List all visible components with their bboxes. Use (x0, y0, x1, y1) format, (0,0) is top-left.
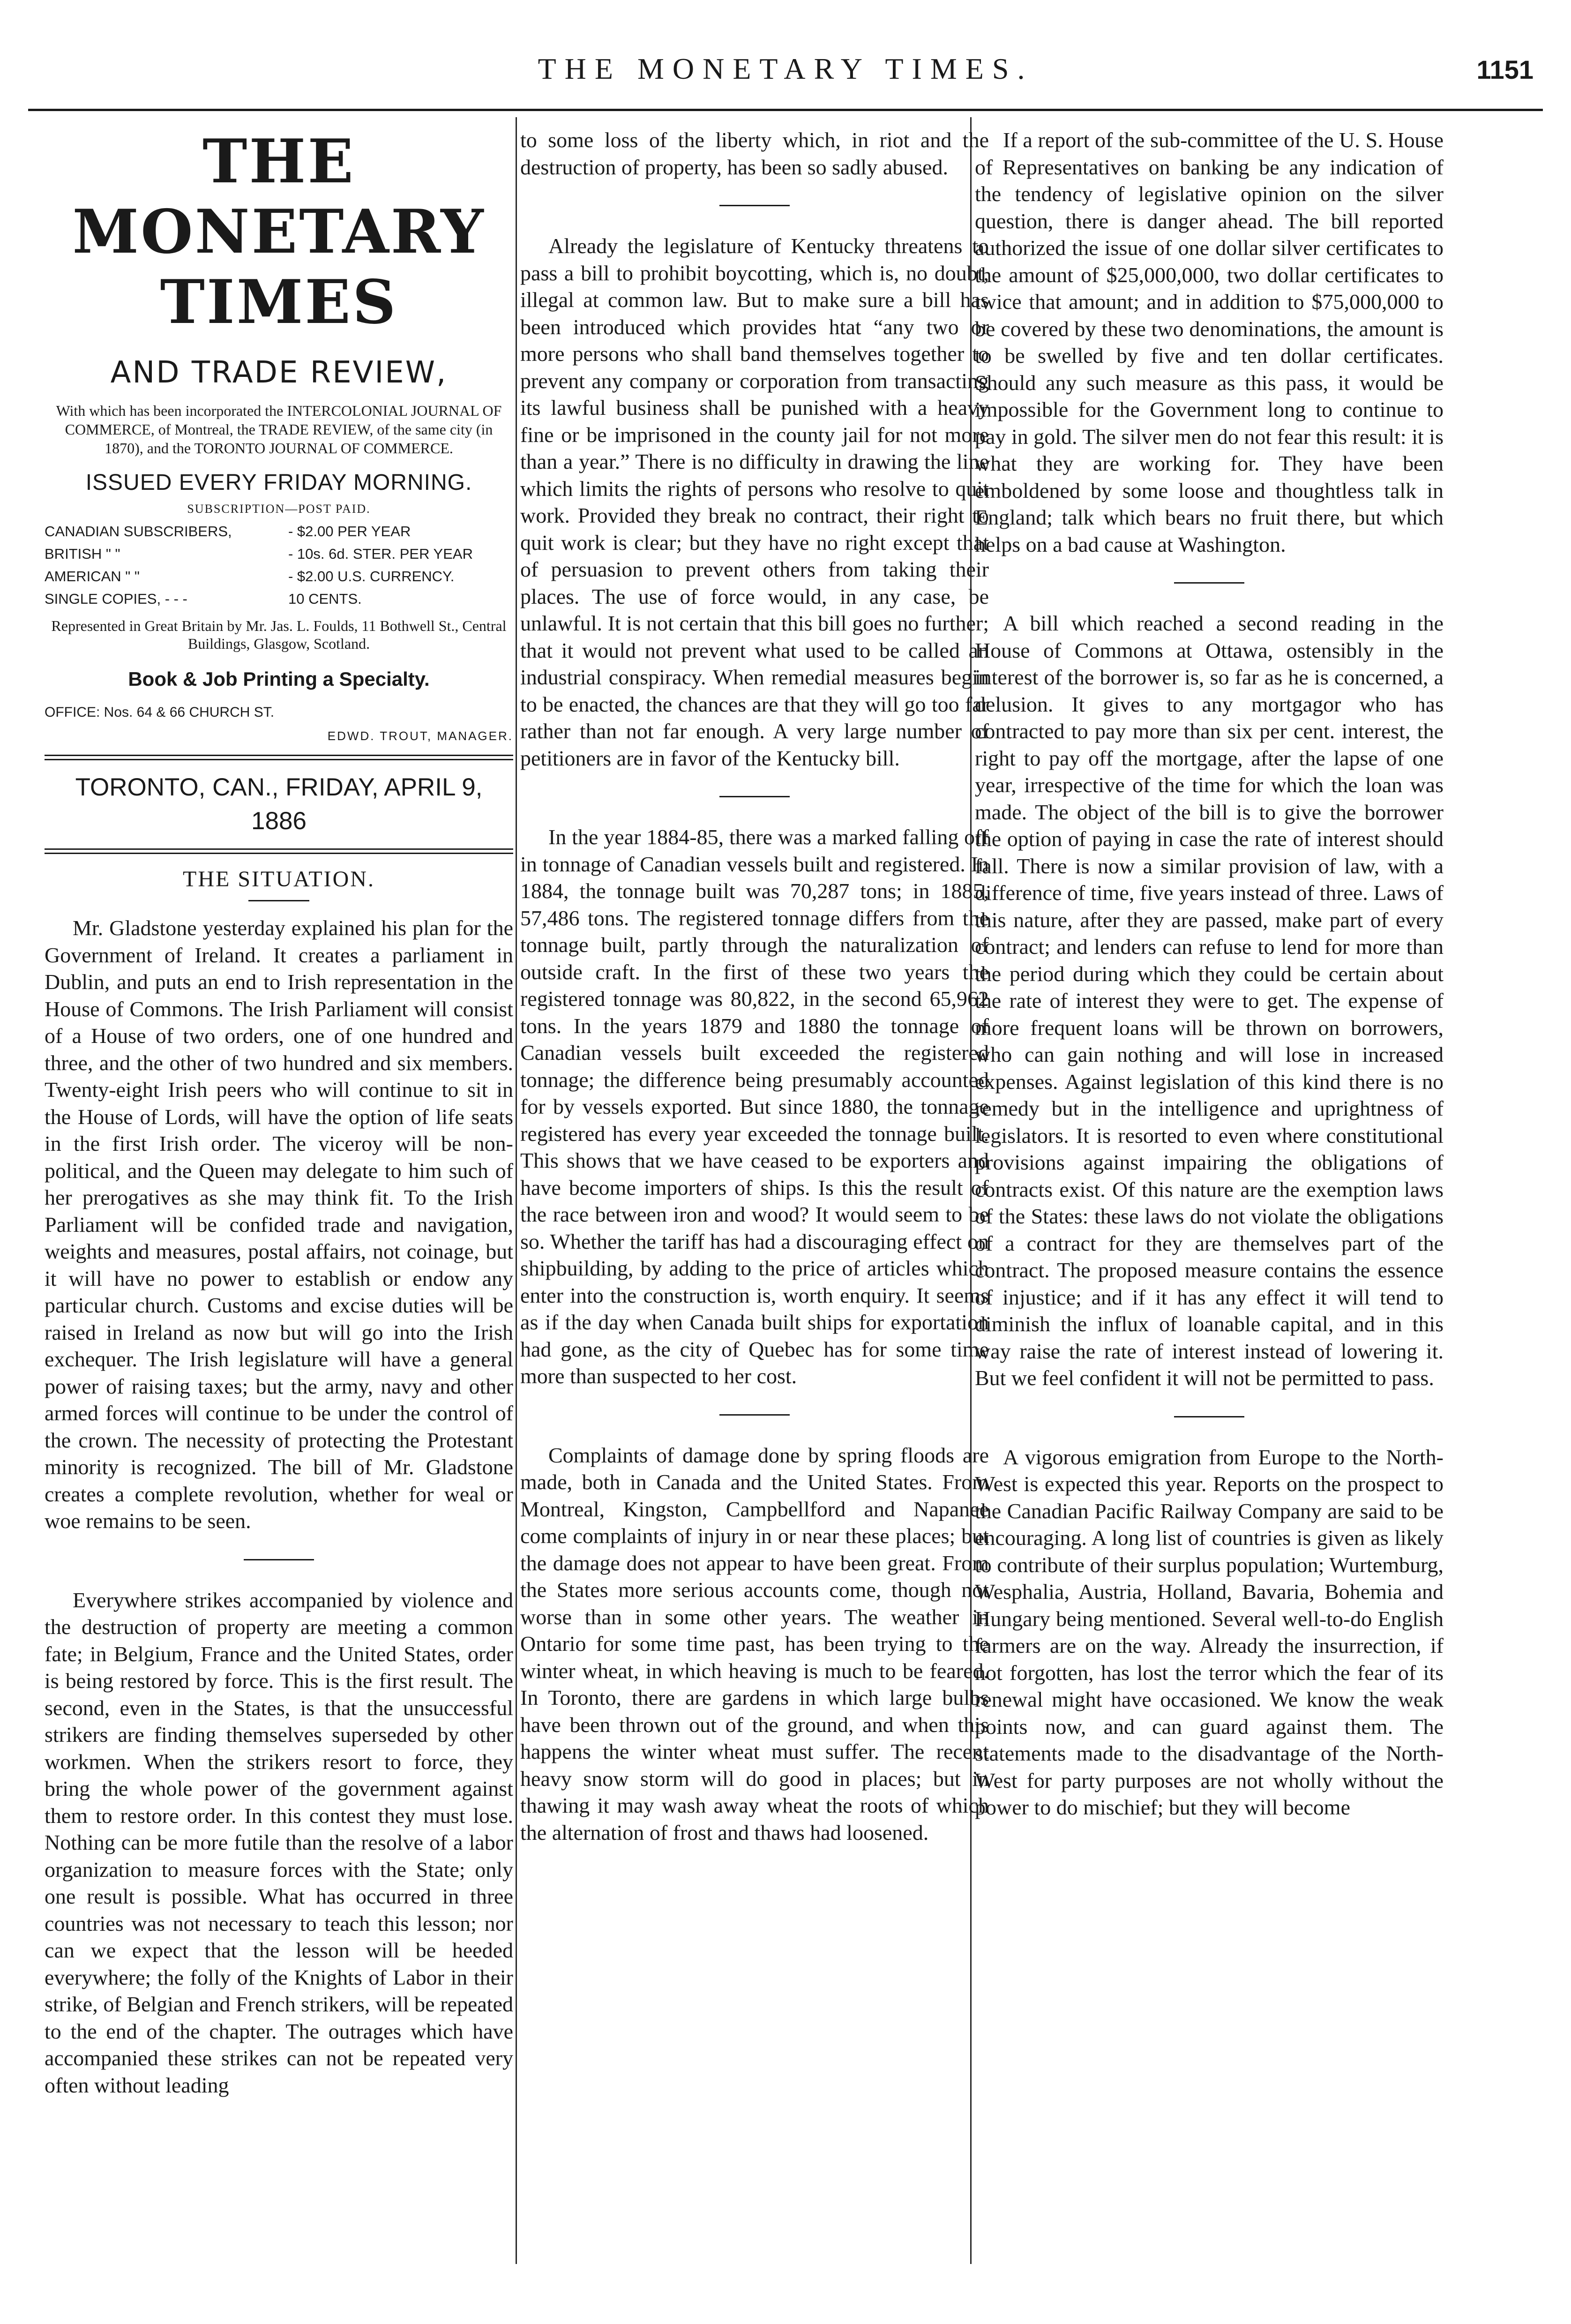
masthead-issued: ISSUED EVERY FRIDAY MORNING. (85, 470, 472, 495)
double-rule (45, 848, 513, 854)
rate-row (45, 565, 513, 588)
paragraph-divider (719, 1414, 790, 1416)
paragraph-divider (719, 796, 790, 797)
column-3 (975, 127, 1444, 1827)
paragraph-divider (1174, 1416, 1244, 1417)
header-rule (28, 109, 1543, 111)
paragraph: In the year 1884-85, there was a marked falling off in tonnage of Canadian vessels built and registered. In 1884, the tonnage built was 70,287 tons; in 1885, 57,486 tons. The registered tonnage differs from the tonnage built, partly through the naturalization of outside craft. In the first of these two years the registered tonnage was 80,822, in the second 65,962 tons. In the years 1879 and 1880 the tonnage of Canadian vessels built exceeded the registered tonnage; the difference being presumably accounted for by vessels exported. But since 1880, the tonnage registered has every year exceeded the tonnage built. This shows that we have ceased to be exporters and have become importers of ships. Is this the result of the race between iron and wood? It would seem to be so. Whether the tariff has had a discouraging effect on shipbuilding, by adding to the price of articles which enter into the construction is, worth enquiry. It seems as if the day when Canada built ships for exportation had gone, as the city of Quebec has for some time more than suspected to her cost. (520, 825, 989, 1388)
paragraph-divider (719, 205, 790, 206)
dateline: TORONTO, CAN., FRIDAY, APRIL 9, 1886 (75, 773, 483, 835)
rate-value: - $2.00 U.S. CURRENCY. (288, 568, 455, 585)
paragraph: to some loss of the liberty which, in riot and the destruction of property, has been so sadly abused. (520, 128, 989, 179)
printing-specialty: Book & Job Printing a Specialty. (128, 668, 430, 690)
office-address: OFFICE: Nos. 64 & 66 CHURCH ST. (45, 705, 275, 720)
paragraph: Mr. Gladstone yesterday explained his plan for the Government of Ireland. It creates a parliament in Dublin, and puts an end to Irish representation in the House of Commons. The Irish Parliament will consist of a House of two orders, one of one hundred and three, and the other of two hundred and six members. Twenty-eight Irish peers who will continue to sit in the House of Lords, will have the option of life seats in the first Irish order. The viceroy will be non-political, and the Queen may delegate to him such of her prerogatives as she may think fit. To the Irish Parliament will be confided trade and navigation, weights and measures, postal affairs, not coinage, but it will have no power to establish or endow any particular church. Customs and excise duties will be raised in Ireland as now but will go into the Irish exchequer. The Irish legislature will have a general power of raising taxes; but the army, navy and other armed forces will continue to be under the control of the crown. The necessity of protecting the Protestant minority is recognized. The bill of Mr. Gladstone creates a complete revolution, whether for weal or woe remains to be seen. (45, 916, 513, 1533)
paragraph: Already the legislature of Kentucky threatens to pass a bill to prohibit boycotting, which is, no doubt, illegal at common law. But to make sure a bill has been introduced which provides htat “any two or more persons who shall band themselves together to prevent any company or corporation from transacting its lawful business shall be punished with a heavy fine or be imprisoned in the county jail for not more than a year.” There is no difficulty in drawing the line which limits the rights of persons who resolve to quit work. Provided they break no contract, their right to quit work is clear; but they have no right except that of persuasion to prevent others from taking their places. The use of force would, in any case, be unlawful. It is not certain that this bill goes no further; that it would not prevent what used to be called an industrial conspiracy. When remedial measures begin to be enacted, the chances are that they will go too far rather than not far enough. A very large number of petitioners are in favor of the Kentucky bill. (520, 234, 989, 770)
rate-label: SINGLE COPIES, - - - (45, 591, 187, 607)
rate-label: BRITISH " " (45, 546, 120, 562)
paragraph: A vigorous emigration from Europe to the North-West is expected this year. Reports on the prospect to the Canadian Pacific Railway Company are said to be encouraging. A long list of countries is given as likely to contribute of their surplus population; Wurtemburg, Wesphalia, Austria, Holland, Bavaria, Bohemia and Hungary being mentioned. Several well-to-do English farmers are on the way. Already the insurrection, if not forgotten, has lost the terror which the fear of its renewal might have occasioned. We know the weak points now, and can guard against them. The statements made to the disadvantage of the North-West for party purposes are not wholly without the power to do mischief; but they will become (975, 1445, 1444, 1819)
paragraph: Everywhere strikes accompanied by violence and the destruction of property are meeting a common fate; in Belgium, France and the United States, order is being restored by force. This is the first result. The second, even in the States, is that the unsuccessful strikers are finding themselves superseded by other workmen. When the strikers resort to force, they bring the whole power of the government against them to restore order. In this contest they must lose. Nothing can be more futile than the resolve of a labor organization to measure forces with the State; only one result is possible. What has occurred in three countries was not necessary to teach this lesson; nor can we expect that the lesson will be heeded everywhere; the folly of the Knights of Labor in their strike, of Belgian and French strikers, will be repeated to the end of the chapter. The outrages which have accompanied these strikes can not be repeated very often without leading (45, 1588, 513, 2097)
column-rule-1 (516, 117, 517, 2264)
represented-text: Represented in Great Britain by Mr. Jas. L. Foulds, 11 Bothwell St., Central Buildings, Glasgow, Scotland. (51, 617, 507, 652)
masthead (45, 127, 513, 744)
rate-label: AMERICAN " " (45, 568, 140, 585)
paragraph: A bill which reached a second reading in the House of Commons at Ottawa, ostensibly in the interest of the borrower is, so far as he is concerned, a delusion. It gives to any mortgagor who has contracted to pay more than six per cent. interest, the right to pay off the mortgage, after the lapse of one year, irrespective of the time for which the loan was made. The object of the bill is to give the borrower the option of paying in case the rate of interest should fall. There is now a similar provision of law, with a difference of time, five years instead of three. Laws of this nature, after they are passed, make part of every contract; and lenders can refuse to lend for more than the period during which they could be certain about the rate of interest they were to get. The expense of more frequent loans will be thrown on borrowers, who can gain nothing and will lose in increased expenses. Against legislation of this kind there is no remedy but in the intelligence and uprightness of legislators. It is resorted to even where constitutional provisions against impairing the obligations of contracts exist. Of this nature are the exemption laws of the States: these laws do not violate the obligations of a contract for they are themselves part of the contract. The proposed measure contains the essence of injustice; and if it has any effect it will tend to diminish the influx of loanable capital, and in this way raise the rate of interest instead of lowering it. But we feel confident it will not be permitted to pass. (975, 611, 1444, 1390)
paragraph: Complaints of damage done by spring floods are made, both in Canada and the United States. From Montreal, Kingston, Campbellford and Napanee come complaints of injury in or near these places; but the damage does not appear to have been great. From the States more serious accounts come, though not worse than in some other years. The weather in Ontario for some time past, has been trying to the winter wheat, in which heaving is much to be feared. In Toronto, there are gardens in which large bulbs have been thrown out of the ground, and when this happens the winter wheat must suffer. The recent heavy snow storm will do good in places; but in thawing it may wash away wheat the roots of which the alternation of frost and thaws had loosened. (520, 1443, 989, 1844)
rate-value: 10 CENTS. (288, 591, 362, 607)
rate-value: - $2.00 PER YEAR (288, 523, 411, 540)
paragraph: If a report of the sub-committee of the U. S. House of Representatives on banking be any indication of the tendency of legislative opinion on the silver question, there is danger ahead. The bill reported authorized the issue of one dollar silver certificates to the amount of $25,000,000, two dollar certificates to twice that amount; and in addition to $75,000,000 to be covered by these two denominations, the amount is to be swelled by five and ten dollar certificates. Should any such measure as this pass, it would be impossible for the Government long to continue to pay in gold. The silver men do not fear this result: it is what they are working for. They have been emboldened by some loose and thoughtless talk in England; talk which bears no fruit there, but which helps on a bad cause at Washington. (975, 128, 1444, 556)
subscription-rates (45, 520, 513, 610)
rate-row (45, 588, 513, 610)
section-title: THE SITUATION. (183, 867, 375, 892)
double-rule (45, 755, 513, 760)
paragraph-divider (244, 1559, 314, 1560)
subscription-heading: SUBSCRIPTION—POST PAID. (187, 502, 371, 516)
masthead-title: THE MONETARY TIMES (72, 127, 486, 337)
rate-row (45, 520, 513, 543)
column-2 (520, 127, 989, 1852)
rate-label: CANADIAN SUBSCRIBERS, (45, 523, 232, 540)
section-divider (248, 900, 309, 901)
masthead-subtitle: AND TRADE REVIEW, (110, 355, 448, 390)
page-header (28, 52, 1543, 103)
paragraph-divider (1174, 582, 1244, 584)
column-1 (45, 127, 513, 2104)
masthead-incorporated: With which has been incorporated the INTERCOLONIAL JOURNAL OF COMMERCE, of Montreal, the TRADE REVIEW, of the same city (in 1870), and the TORONTO JOURNAL OF COMMERCE. (56, 402, 502, 457)
running-title: THE MONETARY TIMES. (538, 52, 1033, 85)
manager-name: EDWD. TROUT, MANAGER. (327, 729, 513, 743)
page-number: 1151 (1476, 55, 1534, 84)
rate-row (45, 543, 513, 565)
rate-value: - 10s. 6d. STER. PER YEAR (288, 546, 473, 562)
